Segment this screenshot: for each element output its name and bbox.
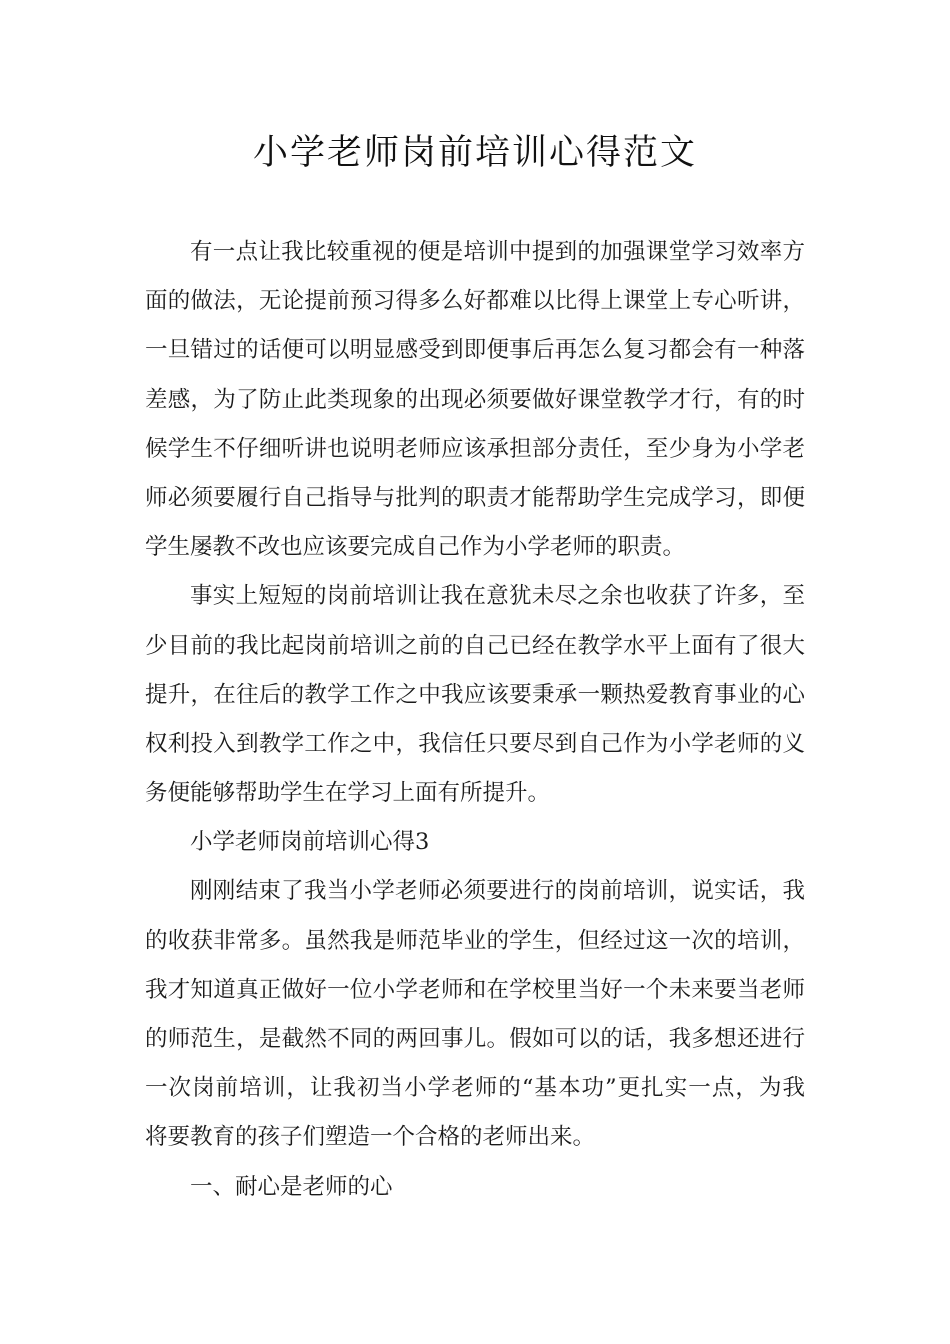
text-line: 提升，在往后的教学工作之中我应该要秉承一颗热爱教育事业的心 — [145, 681, 805, 708]
text-line: 刚刚结束了我当小学老师必须要进行的岗前培训，说实话，我 — [190, 878, 805, 905]
text-line: 一、耐心是老师的心 — [190, 1173, 393, 1200]
text-line: 的收获非常多。虽然我是师范毕业的学生，但经过这一次的培训， — [145, 927, 805, 954]
text-line: 一次岗前培训，让我初当小学老师的“基本功”更扎实一点，为我 — [145, 1075, 805, 1102]
text-line: 候学生不仔细听讲也说明老师应该承担部分责任，至少身为小学老 — [145, 435, 805, 462]
text-line: 面的做法，无论提前预习得多么好都难以比得上课堂上专心听讲， — [145, 288, 805, 315]
document-body — [145, 228, 805, 1212]
text-line: 将要教育的孩子们塑造一个合格的老师出来。 — [145, 1124, 596, 1151]
text-line: 少目前的我比起岗前培训之前的自己已经在教学水平上面有了很大 — [145, 632, 805, 659]
text-line: 的师范生，是截然不同的两回事儿。假如可以的话，我多想还进行 — [145, 1026, 805, 1052]
text-line: 权利投入到教学工作之中，我信任只要尽到自己作为小学老师的义 — [145, 730, 805, 757]
document-title: 小学老师岗前培训心得范文 — [252, 133, 697, 173]
text-line: 事实上短短的岗前培训让我在意犹未尽之余也收获了许多，至 — [190, 583, 805, 610]
text-line: 一旦错过的话便可以明显感受到即便事后再怎么复习都会有一种落 — [145, 337, 805, 364]
text-line: 学生屡教不改也应该要完成自己作为小学老师的职责。 — [145, 534, 686, 561]
text-line: 小学老师岗前培训心得3 — [190, 829, 430, 856]
text-line: 师必须要履行自己指导与批判的职责才能帮助学生完成学习，即便 — [145, 484, 805, 511]
text-line: 差感，为了防止此类现象的出现必须要做好课堂教学才行，有的时 — [145, 386, 805, 413]
text-line: 我才知道真正做好一位小学老师和在学校里当好一个未来要当老师 — [145, 976, 805, 1003]
text-line: 务便能够帮助学生在学习上面有所提升。 — [145, 780, 551, 807]
text-line: 有一点让我比较重视的便是培训中提到的加强课堂学习效率方 — [190, 239, 805, 265]
